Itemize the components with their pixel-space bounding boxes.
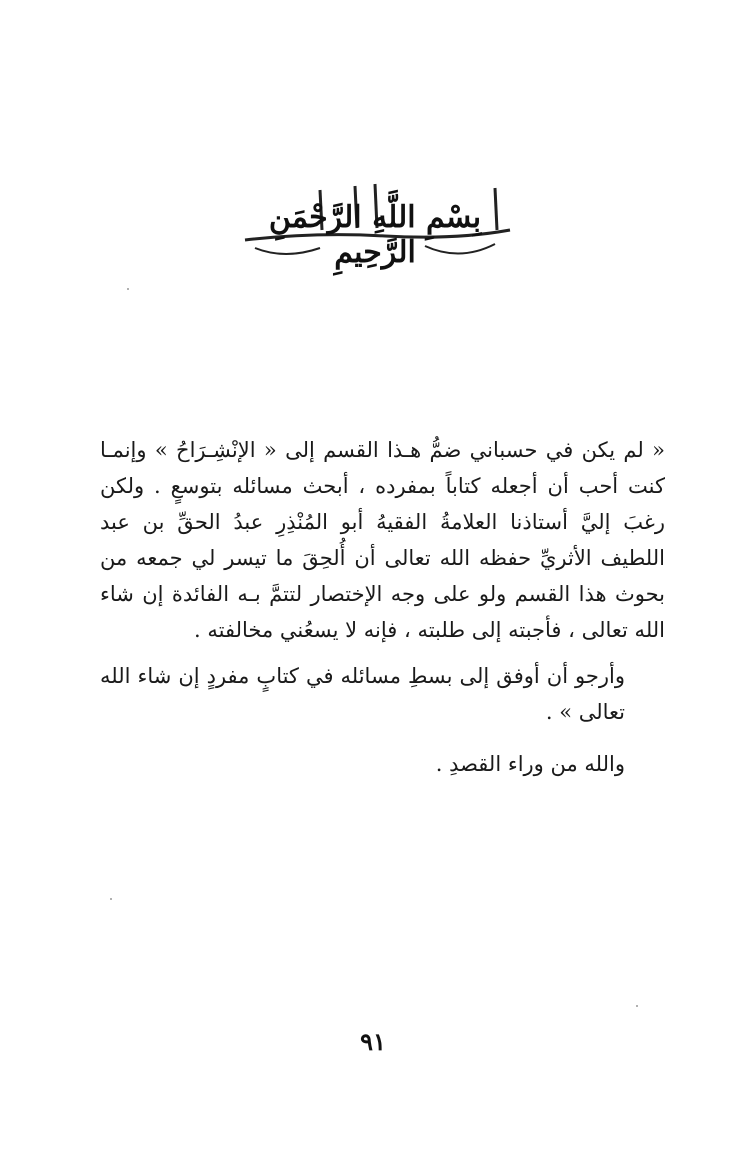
page-number: ٩١ [360,1027,386,1056]
scan-speck [110,898,112,900]
paragraph-hope: وأرجو أن أوفق إلى بسطِ مسائله في كتابٍ مفردٍ إن شاء الله تعالى » . [100,664,625,724]
basmala-text: بِسْمِ اللَّهِ الرَّحْمَنِ الرَّحِيمِ [268,200,482,270]
body-text [100,432,665,798]
basmala-calligraphy [225,170,525,270]
paragraph-main: « لم يكن في حسباني ضمُّ هـذا القسم إلى « الإنْشِـرَاحُ » وإنمـا كنت أحب أن أجعله كتاباً بمفرده ، أبحث مسائله بتوسعٍ . ولكن رغبَ إليَّ أستاذنا العلامةُ الفقيهُ أبو المُنْذِرِ عبدُ الحقِّ بن عبد اللطيف الأثريِّ حفظه الله تعالى أن أُلحِقَ ما تيسر لي جمعه من بحوث هذا القسم ولو على وجه الإختصار لتتمَّ بـه الفائدة إن شاء الله تعالى ، فأجبته إلى طلبته ، فإنه لا يسعُني مخالفته . [100,438,665,642]
scan-speck [127,288,129,290]
scan-speck [636,1005,638,1007]
paragraph-closing: والله من وراء القصدِ . [435,752,625,776]
